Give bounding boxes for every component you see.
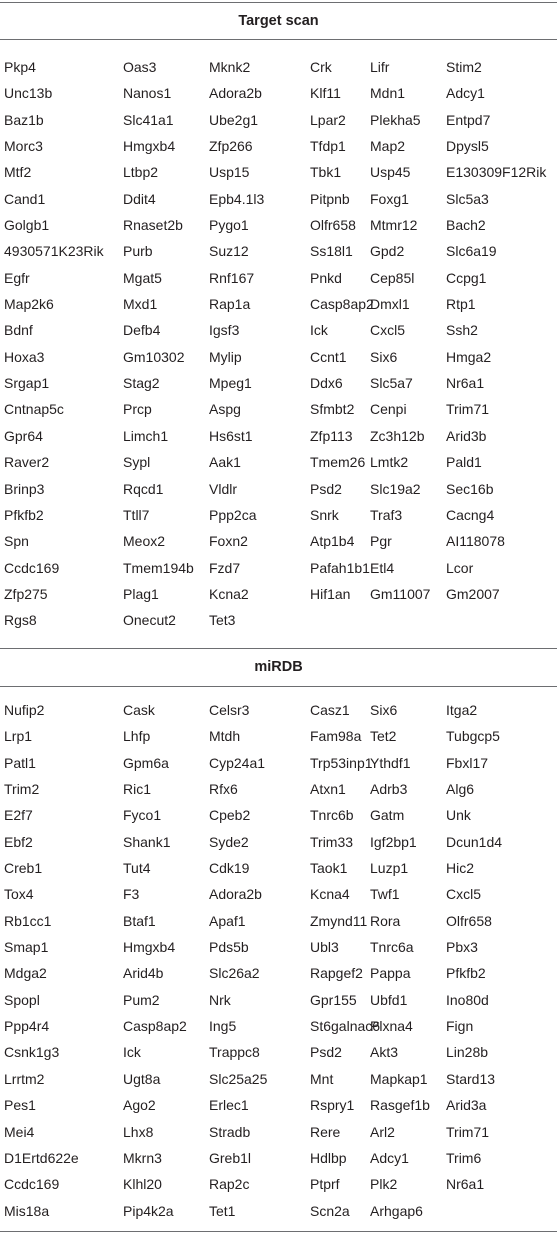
gene-cell: Map2: [370, 138, 406, 155]
gene-cell: Sfmbt2: [310, 401, 355, 418]
header-rule-target-scan: [0, 39, 557, 40]
gene-cell: Akt3: [370, 1044, 399, 1061]
gene-cell: Tet2: [370, 728, 397, 745]
gene-cell: Rgs8: [4, 612, 37, 629]
gene-cell: Apaf1: [209, 912, 246, 929]
gene-cell: Arid3b: [446, 427, 487, 444]
gene-cell: Hmgxb4: [123, 138, 176, 155]
gene-cell: Adcy1: [370, 1149, 409, 1166]
gene-cell: Gm10302: [123, 348, 185, 365]
gene-cell: Pitpnb: [310, 190, 350, 207]
gene-cell: Greb1l: [209, 1149, 252, 1166]
gene-cell: Ube2g1: [209, 111, 259, 128]
gene-cell: Zfp275: [4, 585, 48, 602]
table-row: [0, 1171, 557, 1197]
table-row: [0, 697, 557, 723]
gene-cell: Klhl20: [123, 1176, 162, 1193]
gene-cell: Ino80d: [446, 991, 489, 1008]
table-row: [0, 750, 557, 776]
gene-cell: Ddit4: [123, 190, 156, 207]
table-row: [0, 581, 557, 607]
gene-cell: Dpysl5: [446, 138, 489, 155]
gene-cell: Ptprf: [310, 1176, 340, 1193]
gene-cell: Casp8ap2: [310, 296, 374, 313]
gene-cell: Tut4: [123, 860, 151, 877]
gene-cell: Trappc8: [209, 1044, 260, 1061]
target-scan-gene-grid: [0, 54, 557, 634]
gene-cell: Srgap1: [4, 375, 50, 392]
gene-cell: Rasgef1b: [370, 1097, 430, 1114]
gene-cell: Slc41a1: [123, 111, 174, 128]
gene-cell: Pappa: [370, 965, 411, 982]
gene-cell: Morc3: [4, 138, 43, 155]
gene-cell: Pfkfb2: [446, 965, 486, 982]
gene-cell: Meox2: [123, 533, 166, 550]
gene-cell: Atp1b4: [310, 533, 355, 550]
gene-cell: Pds5b: [209, 939, 249, 956]
gene-cell: Ebf2: [4, 833, 33, 850]
gene-cell: Sec16b: [446, 480, 494, 497]
gene-cell: Tubgcp5: [446, 728, 500, 745]
gene-cell: Cand1: [4, 190, 46, 207]
table-row: [0, 212, 557, 238]
gene-cell: Gatm: [370, 807, 405, 824]
gene-cell: Rspry1: [310, 1097, 355, 1114]
table-row: [0, 1198, 557, 1224]
gene-cell: Pip4k2a: [123, 1202, 174, 1219]
gene-cell: Rnaset2b: [123, 217, 183, 234]
gene-cell: Btaf1: [123, 912, 156, 929]
table-row: [0, 449, 557, 475]
gene-cell: Hmga2: [446, 348, 492, 365]
gene-cell: Gpr155: [310, 991, 357, 1008]
gene-cell: Kcna2: [209, 585, 249, 602]
table-row: [0, 370, 557, 396]
gene-cell: Trim71: [446, 401, 490, 418]
gene-cell: Sypl: [123, 454, 151, 471]
gene-cell: Tnrc6b: [310, 807, 354, 824]
gene-cell: Ttll7: [123, 506, 150, 523]
gene-cell: Tet3: [209, 612, 236, 629]
gene-cell: Rb1cc1: [4, 912, 52, 929]
gene-cell: Lmtk2: [370, 454, 409, 471]
table-row: [0, 555, 557, 581]
gene-cell: Nanos1: [123, 85, 172, 102]
gene-cell: Zmynd11: [310, 912, 368, 929]
gene-cell: Vldlr: [209, 480, 238, 497]
gene-cell: Zfp266: [209, 138, 253, 155]
gene-cell: Tet1: [209, 1202, 236, 1219]
gene-cell: Adora2b: [209, 85, 262, 102]
table-row: [0, 80, 557, 106]
gene-cell: Alg6: [446, 781, 475, 798]
gene-cell: Ddx6: [310, 375, 343, 392]
table-row: [0, 1092, 557, 1118]
gene-cell: Rapgef2: [310, 965, 363, 982]
gene-cell: Slc19a2: [370, 480, 421, 497]
gene-cell: Trim6: [446, 1149, 482, 1166]
top-rule: [0, 2, 557, 3]
gene-cell: Rap1a: [209, 296, 251, 313]
gene-cell: Six6: [370, 348, 398, 365]
gene-cell: Casz1: [310, 702, 350, 718]
gene-cell: Pnkd: [310, 269, 342, 286]
gene-cell: Slc5a3: [446, 190, 489, 207]
gene-cell: Taok1: [310, 860, 348, 877]
gene-cell: Plekha5: [370, 111, 421, 128]
gene-cell: Nr6a1: [446, 1176, 485, 1193]
gene-cell: Twf1: [370, 886, 400, 903]
gene-cell: Lrrtm2: [4, 1070, 45, 1087]
gene-cell: Ccnt1: [310, 348, 347, 365]
table-row: [0, 776, 557, 802]
gene-cell: Ltbp2: [123, 164, 159, 181]
gene-cell: Ythdf1: [370, 754, 411, 771]
gene-cell: Crk: [310, 59, 332, 75]
gene-cell: Cep85l: [370, 269, 415, 286]
gene-cell: Creb1: [4, 860, 43, 877]
gene-cell: Ick: [310, 322, 328, 339]
gene-cell: Hoxa3: [4, 348, 45, 365]
gene-cell: Slc6a19: [446, 243, 497, 260]
gene-cell: Tbk1: [310, 164, 342, 181]
gene-cell: Slc5a7: [370, 375, 413, 392]
table-row: [0, 133, 557, 159]
header-rule-mirdb: [0, 686, 557, 687]
gene-cell: Usp45: [370, 164, 411, 181]
gene-cell: Cxcl5: [370, 322, 406, 339]
gene-cell: Gm2007: [446, 585, 500, 602]
gene-cell: Suz12: [209, 243, 249, 260]
gene-cell: Ubl3: [310, 939, 339, 956]
gene-cell: Defb4: [123, 322, 161, 339]
gene-cell: E2f7: [4, 807, 33, 824]
gene-cell: Trp53inp1: [310, 754, 373, 771]
gene-cell: Stim2: [446, 59, 482, 75]
gene-cell: Rqcd1: [123, 480, 164, 497]
gene-cell: Tnrc6a: [370, 939, 414, 956]
table-row: [0, 723, 557, 749]
gene-cell: Igsf3: [209, 322, 240, 339]
gene-cell: Mtmr12: [370, 217, 418, 234]
gene-cell: Hdlbp: [310, 1149, 347, 1166]
gene-cell: Celsr3: [209, 702, 250, 718]
gene-cell: Foxg1: [370, 190, 409, 207]
gene-cell: Mkrn3: [123, 1149, 162, 1166]
gene-cell: Hs6st1: [209, 427, 253, 444]
gene-cell: Nrk: [209, 991, 231, 1008]
table-row: [0, 291, 557, 317]
gene-cell: Ick: [123, 1044, 141, 1061]
gene-cell: Six6: [370, 702, 398, 718]
gene-cell: Mknk2: [209, 59, 251, 75]
table-row: [0, 528, 557, 554]
gene-cell: Tmem26: [310, 454, 366, 471]
gene-cell: Lifr: [370, 59, 390, 75]
gene-cell: Lhfp: [123, 728, 151, 745]
table-row: [0, 396, 557, 422]
gene-cell: Itga2: [446, 702, 478, 718]
gene-cell: Unc13b: [4, 85, 53, 102]
gene-cell: Plk2: [370, 1176, 398, 1193]
gene-cell: Etl4: [370, 559, 395, 576]
gene-cell: Cpeb2: [209, 807, 251, 824]
gene-cell: AI118078: [446, 533, 505, 550]
bottom-rule: [0, 1231, 557, 1232]
gene-cell: Cask: [123, 702, 155, 718]
gene-cell: Slc25a25: [209, 1070, 268, 1087]
gene-cell: Dmxl1: [370, 296, 410, 313]
table-row: [0, 1119, 557, 1145]
gene-cell: Slc26a2: [209, 965, 260, 982]
gene-cell: Stard13: [446, 1070, 496, 1087]
gene-cell: Lin28b: [446, 1044, 489, 1061]
gene-cell: Smap1: [4, 939, 49, 956]
gene-cell: Pkp4: [4, 59, 36, 75]
table-row: [0, 802, 557, 828]
table-row: [0, 423, 557, 449]
gene-cell: Lrp1: [4, 728, 33, 745]
gene-cell: Hmgxb4: [123, 939, 176, 956]
table-row: [0, 502, 557, 528]
gene-cell: Mdn1: [370, 85, 406, 102]
gene-cell: Fam98a: [310, 728, 362, 745]
gene-cell: Mxd1: [123, 296, 158, 313]
table-row: [0, 317, 557, 343]
gene-cell: Rere: [310, 1123, 341, 1140]
gene-cell: Rfx6: [209, 781, 238, 798]
gene-cell: Rnf167: [209, 269, 255, 286]
gene-cell: Aak1: [209, 454, 241, 471]
gene-cell: Erlec1: [209, 1097, 249, 1114]
gene-cell: Mpeg1: [209, 375, 252, 392]
table-row: [0, 344, 557, 370]
gene-cell: Pum2: [123, 991, 160, 1008]
gene-cell: Ubfd1: [370, 991, 408, 1008]
gene-cell: Tfdp1: [310, 138, 346, 155]
gene-cell: Klf11: [310, 85, 341, 102]
gene-cell: Ssh2: [446, 322, 478, 339]
mirdb-gene-grid: [0, 697, 557, 1224]
gene-cell: Cacng4: [446, 506, 495, 523]
gene-cell: Zc3h12b: [370, 427, 425, 444]
gene-cell: Arl2: [370, 1123, 395, 1140]
gene-cell: Mylip: [209, 348, 242, 365]
gene-cell: Dcun1d4: [446, 833, 503, 850]
gene-cell: Ss18l1: [310, 243, 353, 260]
gene-cell: Onecut2: [123, 612, 176, 629]
gene-cell: D1Ertd622e: [4, 1149, 79, 1166]
gene-cell: Tmem194b: [123, 559, 194, 576]
gene-cell: Limch1: [123, 427, 169, 444]
gene-cell: Nufip2: [4, 702, 45, 718]
gene-cell: Arid3a: [446, 1097, 487, 1114]
gene-cell: Rtp1: [446, 296, 476, 313]
gene-cell: Lpar2: [310, 111, 346, 128]
gene-cell: Pafah1b1: [310, 559, 370, 576]
gene-cell: Patl1: [4, 754, 36, 771]
gene-cell: Map2k6: [4, 296, 54, 313]
gene-cell: Adcy1: [446, 85, 485, 102]
gene-cell: Olfr658: [446, 912, 492, 929]
gene-cell: Trim2: [4, 781, 40, 798]
gene-cell: Plxna4: [370, 1018, 413, 1035]
table-row: [0, 881, 557, 907]
gene-cell: Fbxl17: [446, 754, 489, 771]
table-row: [0, 829, 557, 855]
gene-cell: Rap2c: [209, 1176, 250, 1193]
gene-cell: Fyco1: [123, 807, 162, 824]
gene-cell: Olfr658: [310, 217, 356, 234]
gene-cell: Bdnf: [4, 322, 33, 339]
gene-cell: Luzp1: [370, 860, 409, 877]
gene-cell: E130309F12Rik: [446, 164, 547, 181]
gene-cell: Ugt8a: [123, 1070, 161, 1087]
table-row: [0, 238, 557, 264]
gene-cell: Golgb1: [4, 217, 50, 234]
gene-cell: Adora2b: [209, 886, 262, 903]
gene-cell: Shank1: [123, 833, 171, 850]
gene-cell: Unk: [446, 807, 471, 824]
gene-cell: Pgr: [370, 533, 392, 550]
gene-cell: Spn: [4, 533, 29, 550]
gene-cell: Mei4: [4, 1123, 35, 1140]
gene-cell: Foxn2: [209, 533, 248, 550]
gene-cell: Trim33: [310, 833, 354, 850]
table-row: [0, 265, 557, 291]
gene-cell: Syde2: [209, 833, 249, 850]
gene-cell: Brinp3: [4, 480, 45, 497]
gene-cell: Mtf2: [4, 164, 32, 181]
gene-cell: Ccdc169: [4, 1176, 60, 1193]
gene-cell: Psd2: [310, 1044, 342, 1061]
gene-cell: Hif1an: [310, 585, 351, 602]
gene-cell: Mis18a: [4, 1202, 50, 1219]
gene-cell: Mnt: [310, 1070, 334, 1087]
gene-cell: Igf2bp1: [370, 833, 417, 850]
gene-cell: Plag1: [123, 585, 159, 602]
gene-cell: Ccpg1: [446, 269, 487, 286]
gene-cell: Usp15: [209, 164, 250, 181]
gene-cell: Gm11007: [370, 585, 431, 602]
gene-cell: Casp8ap2: [123, 1018, 187, 1035]
gene-cell: Mdga2: [4, 965, 47, 982]
section-title-target-scan: Target scan: [238, 13, 319, 29]
gene-cell: Cntnap5c: [4, 401, 64, 418]
gene-cell: Prcp: [123, 401, 152, 418]
gene-cell: Pygo1: [209, 217, 249, 234]
gene-cell: Gpd2: [370, 243, 405, 260]
table-row: [0, 987, 557, 1013]
gene-cell: Baz1b: [4, 111, 44, 128]
gene-cell: Gpm6a: [123, 754, 169, 771]
gene-cell: Rora: [370, 912, 401, 929]
table-row: [0, 607, 557, 633]
section-divider-rule: [0, 648, 557, 649]
gene-cell: Ago2: [123, 1097, 156, 1114]
table-row: [0, 1066, 557, 1092]
table-row: [0, 855, 557, 881]
gene-cell: Hic2: [446, 860, 475, 877]
table-row: [0, 960, 557, 986]
table-row: [0, 107, 557, 133]
gene-cell: Mgat5: [123, 269, 162, 286]
table-row: [0, 54, 557, 80]
gene-cell: Oas3: [123, 59, 157, 75]
gene-cell: Egfr: [4, 269, 30, 286]
gene-cell: Zfp113: [310, 427, 353, 444]
gene-cell: Trim71: [446, 1123, 490, 1140]
gene-cell: Ric1: [123, 781, 152, 798]
gene-cell: Lhx8: [123, 1123, 154, 1140]
gene-cell: Snrk: [310, 506, 339, 523]
table-row: [0, 1145, 557, 1171]
gene-cell: Stradb: [209, 1123, 251, 1140]
gene-cell: Mapkap1: [370, 1070, 428, 1087]
table-row: [0, 1013, 557, 1039]
gene-cell: F3: [123, 886, 140, 903]
gene-cell: St6galnac6: [310, 1018, 381, 1035]
gene-cell: Fzd7: [209, 559, 241, 576]
gene-cell: Csnk1g3: [4, 1044, 60, 1061]
gene-cell: Psd2: [310, 480, 342, 497]
gene-cell: Arhgap6: [370, 1202, 423, 1219]
gene-cell: Spopl: [4, 991, 40, 1008]
table-row: [0, 908, 557, 934]
gene-cell: Aspg: [209, 401, 241, 418]
gene-cell: Gpr64: [4, 427, 43, 444]
gene-cell: Arid4b: [123, 965, 164, 982]
gene-cell: Pes1: [4, 1097, 36, 1114]
table-row: [0, 1039, 557, 1065]
gene-cell: Pbx3: [446, 939, 478, 956]
table-row: [0, 159, 557, 185]
gene-cell: Cyp24a1: [209, 754, 266, 771]
table-row: [0, 186, 557, 212]
table-row: [0, 934, 557, 960]
gene-cell: Nr6a1: [446, 375, 485, 392]
gene-cell: Cenpi: [370, 401, 407, 418]
gene-cell: Kcna4: [310, 886, 350, 903]
table-row: [0, 476, 557, 502]
gene-cell: Ppp4r4: [4, 1018, 50, 1035]
gene-cell: Fign: [446, 1018, 474, 1035]
gene-cell: Traf3: [370, 506, 403, 523]
section-title-mirdb: miRDB: [254, 659, 303, 675]
gene-cell: Cdk19: [209, 860, 250, 877]
gene-cell: Pald1: [446, 454, 482, 471]
gene-cell: Stag2: [123, 375, 160, 392]
gene-cell: Ccdc169: [4, 559, 60, 576]
gene-cell: Entpd7: [446, 111, 491, 128]
gene-cell: Ppp2ca: [209, 506, 257, 523]
gene-cell: Purb: [123, 243, 153, 260]
gene-cell: Adrb3: [370, 781, 408, 798]
gene-cell: Pfkfb2: [4, 506, 44, 523]
gene-cell: Raver2: [4, 454, 50, 471]
gene-cell: Ing5: [209, 1018, 237, 1035]
gene-cell: Tox4: [4, 886, 34, 903]
gene-cell: Bach2: [446, 217, 486, 234]
gene-cell: Epb4.1l3: [209, 190, 265, 207]
gene-cell: Atxn1: [310, 781, 346, 798]
gene-cell: 4930571K23Rik: [4, 243, 104, 260]
gene-cell: Cxcl5: [446, 886, 482, 903]
gene-cell: Scn2a: [310, 1202, 350, 1219]
gene-cell: Lcor: [446, 559, 474, 576]
gene-cell: Mtdh: [209, 728, 241, 745]
